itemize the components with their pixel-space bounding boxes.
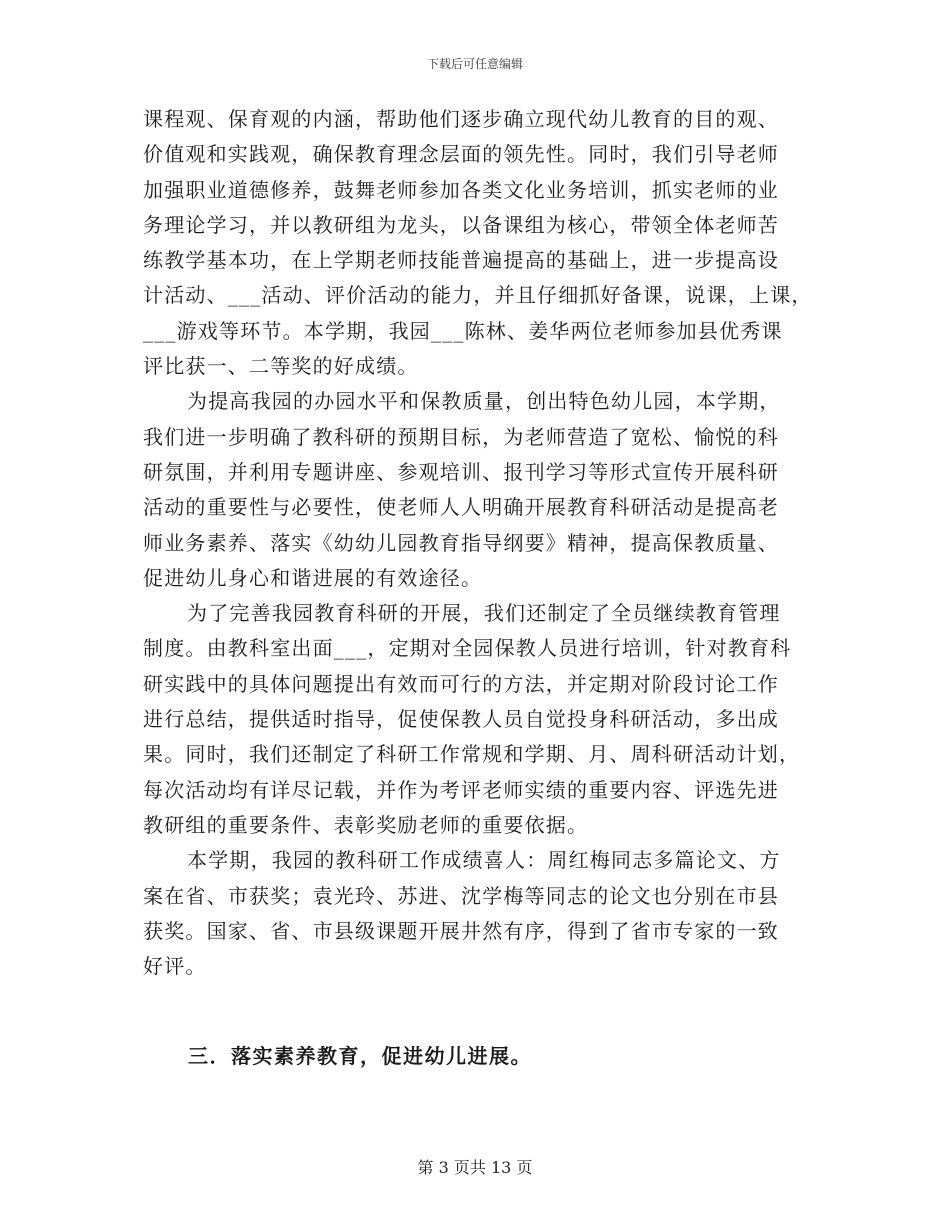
text-line: 本学期，我园的教科研工作成绩喜人：周红梅同志多篇论文、方	[187, 848, 781, 873]
text-line: 研氛围，并利用专题讲座、参观培训、报刊学习等形式宣传开展科研	[143, 459, 779, 484]
text-line: 为提高我园的办园水平和保教质量，创出特色幼儿园，本学期，	[187, 389, 781, 414]
document-body	[143, 102, 823, 984]
text-line: 促进幼儿身心和谐进展的有效途径。	[143, 565, 483, 590]
text-line: 获奖。国家、省、市县级课题开展井然有序，得到了省市专家的一致	[143, 918, 779, 943]
section-heading: 三．落实素养教育，促进幼儿进展。	[188, 1044, 532, 1068]
paragraph	[143, 102, 823, 384]
text-line: 师业务素养、落实《幼幼儿园教育指导纲要》精神，提高保教质量、	[143, 530, 779, 555]
text-line: 好评。	[143, 954, 207, 979]
text-line: 我们进一步明确了教科研的预期目标，为老师营造了宽松、愉悦的科	[143, 424, 779, 449]
page-number: 第 3 页共 13 页	[417, 1158, 533, 1177]
header-note: 下载后可任意编辑	[426, 57, 523, 71]
text-line: 案在省、市获奖；袁光玲、苏进、沈学梅等同志的论文也分别在市县	[143, 883, 779, 908]
text-line: 练教学基本功，在上学期老师技能普遍提高的基础上，进一步提高设	[143, 248, 779, 273]
text-line: 务理论学习，并以教研组为龙头，以备课组为核心，带领全体老师苦	[143, 212, 779, 237]
text-line: 每次活动均有详尽记载，并作为考评老师实绩的重要内容、评选先进	[143, 777, 779, 802]
text-line: 进行总结，提供适时指导，促使保教人员自觉投身科研活动，多出成	[143, 707, 779, 732]
paragraph	[143, 843, 823, 984]
paragraph	[143, 384, 823, 596]
text-line: 计活动、___活动、评价活动的能力，并且仔细抓好备课，说课，上课，	[143, 283, 813, 308]
text-line: 为了完善我园教育科研的开展，我们还制定了全员继续教育管理	[187, 601, 781, 626]
text-line: 课程观、保育观的内涵，帮助他们逐步确立现代幼儿教育的目的观、	[143, 107, 779, 131]
text-line: 评比获一、二等奖的好成绩。	[143, 354, 419, 379]
text-line: 加强职业道德修养，鼓舞老师参加各类文化业务培训，抓实老师的业	[143, 177, 779, 202]
text-line: 制度。由教科室出面___，定期对全园保教人员进行培训，针对教育科	[143, 636, 792, 661]
text-line: 果。同时，我们还制定了科研工作常规和学期、月、周科研活动计划，	[143, 742, 801, 767]
text-line: 研实践中的具体问题提出有效而可行的方法，并定期对阶段讨论工作	[143, 671, 779, 696]
text-line: 教研组的重要条件、表彰奖励老师的重要依据。	[143, 812, 589, 837]
text-line: 活动的重要性与必要性，使老师人人明确开展教育科研活动是提高老	[143, 495, 779, 520]
text-line: 价值观和实践观，确保教育理念层面的领先性。同时，我们引导老师	[143, 142, 779, 167]
paragraph	[143, 596, 823, 843]
text-line: ___游戏等环节。本学期，我园___陈林、姜华两位老师参加县优秀课	[143, 318, 783, 343]
